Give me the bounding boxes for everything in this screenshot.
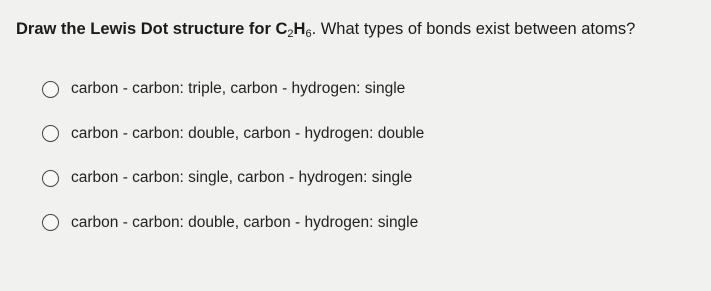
formula-carbon-subscript: 2 xyxy=(287,28,294,40)
answer-option-2[interactable] xyxy=(42,123,424,145)
radio-button[interactable] xyxy=(42,214,59,231)
answer-option-4[interactable] xyxy=(42,212,424,234)
radio-button[interactable] xyxy=(42,170,59,187)
answer-option-label: carbon - carbon: double, carbon - hydrogen: double xyxy=(71,124,425,142)
answer-option-label: carbon - carbon: single, carbon - hydrogen: single xyxy=(71,169,413,186)
answer-options xyxy=(42,78,424,256)
answer-option-label: carbon - carbon: triple, carbon - hydrogen: single xyxy=(71,80,406,97)
question-tail: . What types of bonds exist between atoms? xyxy=(311,20,636,38)
formula-carbon: C xyxy=(275,20,288,38)
question-lead: Draw the Lewis Dot structure for xyxy=(16,20,276,38)
answer-option-label: carbon - carbon: double, carbon - hydrogen: single xyxy=(71,213,419,231)
formula-hydrogen-subscript: 6 xyxy=(305,28,312,40)
answer-option-3[interactable] xyxy=(42,167,424,189)
formula-hydrogen: H xyxy=(293,20,306,38)
answer-option-1[interactable] xyxy=(42,78,424,100)
radio-button[interactable] xyxy=(42,125,59,142)
question-text xyxy=(16,17,635,41)
radio-button[interactable] xyxy=(42,81,59,98)
